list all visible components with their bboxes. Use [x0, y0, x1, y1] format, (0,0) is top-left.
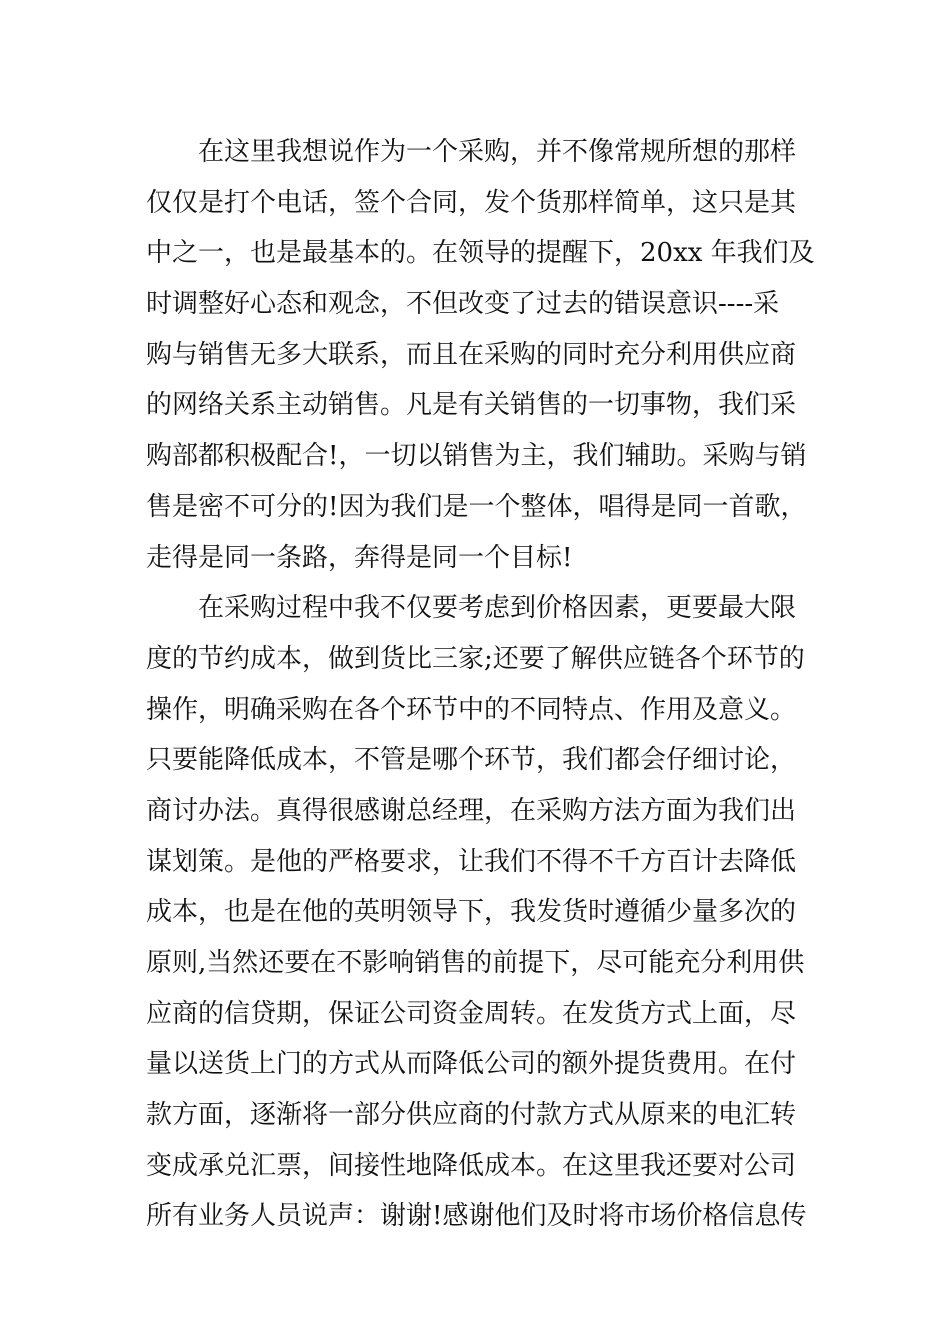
- text-line: 时调整好心态和观念，不但改变了过去的错误意识----采: [146, 289, 780, 320]
- text-line: 原则,当然还要在不影响销售的前提下，尽可能充分利用供: [146, 948, 805, 978]
- text-line: 中之一，也是最基本的。在领导的提醒下，20xx 年我们及: [146, 238, 815, 269]
- text-line: 所有业务人员说声：谢谢!感谢他们及时将市场价格信息传: [146, 1201, 807, 1232]
- paragraph-1: [146, 127, 814, 583]
- paragraph-2: [146, 583, 814, 1242]
- text-line: 在采购过程中我不仅要考虑到价格因素，更要最大限: [146, 593, 797, 624]
- text-line: 走得是同一条路，奔得是同一个目标!: [146, 542, 573, 573]
- text-line: 度的节约成本，做到货比三家;还要了解供应链各个环节的: [146, 643, 805, 674]
- text-line: 成本，也是在他的英明领导下，我发货时遵循少量多次的: [146, 897, 797, 928]
- text-line: 售是密不可分的!因为我们是一个整体，唱得是同一首歌，: [146, 491, 807, 522]
- text-line: 谋划策。是他的严格要求，让我们不得不千方百计去降低: [146, 846, 797, 877]
- text-line: 应商的信贷期，保证公司资金周转。在发货方式上面，尽: [146, 998, 797, 1029]
- text-line: 商讨办法。真得很感谢总经理，在采购方法方面为我们出: [146, 795, 797, 826]
- text-line: 购与销售无多大联系，而且在采购的同时充分利用供应商: [146, 339, 797, 370]
- body-text: [146, 127, 814, 1242]
- text-line: 的网络关系主动销售。凡是有关销售的一切事物，我们采: [146, 390, 797, 421]
- text-line: 款方面，逐渐将一部分供应商的付款方式从原来的电汇转: [146, 1100, 797, 1131]
- text-line: 操作，明确采购在各个环节中的不同特点、作用及意义。: [146, 694, 797, 725]
- text-line: 只要能降低成本，不管是哪个环节，我们都会仔细讨论，: [146, 745, 797, 776]
- text-line: 仅仅是打个电话，签个合同，发个货那样简单，这只是其: [146, 187, 797, 218]
- text-line: 变成承兑汇票，间接性地降低成本。在这里我还要对公司: [146, 1150, 797, 1181]
- text-line: 量以送货上门的方式从而降低公司的额外提货费用。在付: [146, 1049, 797, 1080]
- text-line: 在这里我想说作为一个采购，并不像常规所想的那样: [146, 137, 797, 167]
- text-line: 购部都积极配合!，一切以销售为主，我们辅助。采购与销: [146, 441, 807, 472]
